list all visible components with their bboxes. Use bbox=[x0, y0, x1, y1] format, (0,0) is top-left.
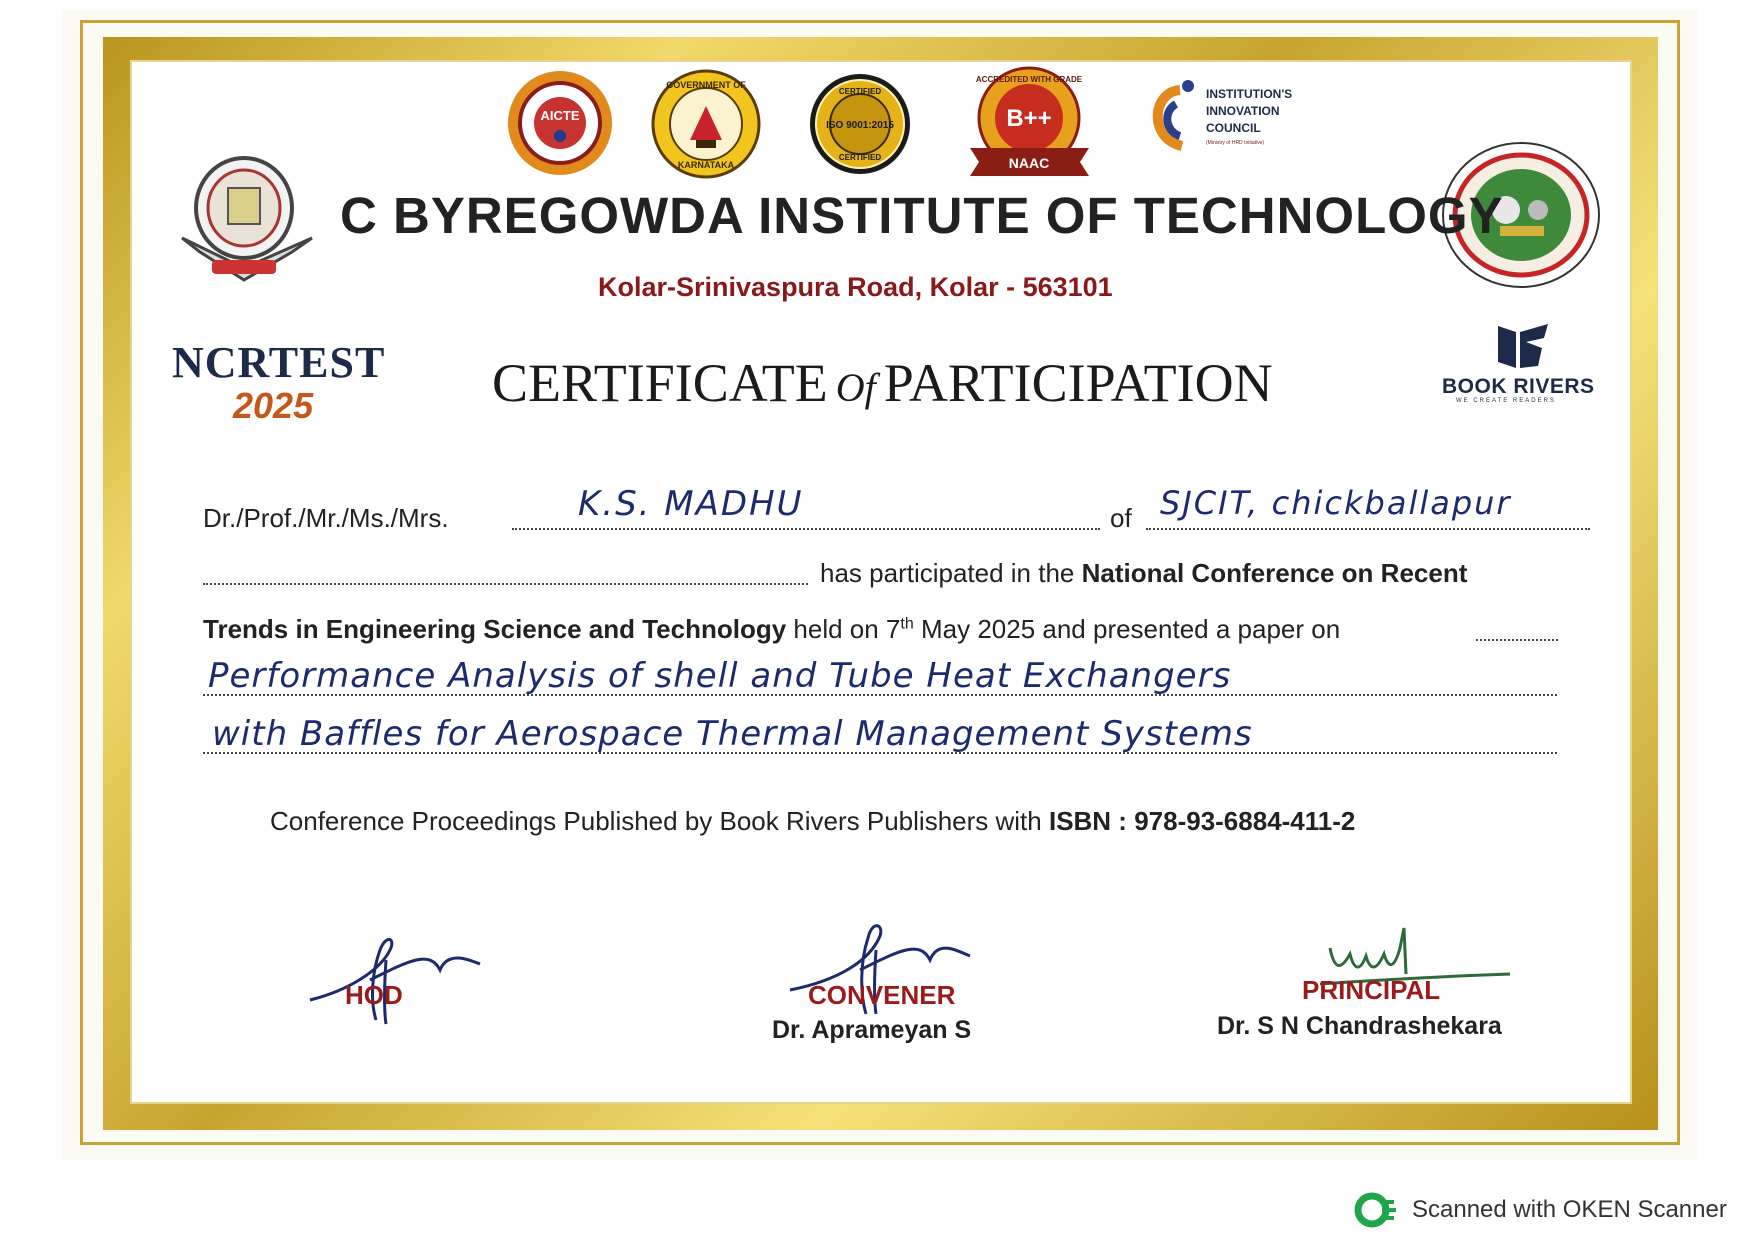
presented-text: May 2025 and presented a paper on bbox=[913, 614, 1341, 644]
isbn-number: ISBN : 978-93-6884-411-2 bbox=[1048, 806, 1356, 836]
certificate-title-of: Of bbox=[835, 365, 876, 410]
publisher-name: BOOK RIVERS bbox=[1442, 375, 1595, 398]
institute-name: C BYREGOWDA INSTITUTE OF TECHNOLOGY bbox=[340, 187, 1504, 244]
karnataka-emblem-icon bbox=[650, 68, 762, 180]
naac-grade-badge-icon bbox=[962, 66, 1097, 181]
aicte-badge-icon bbox=[505, 68, 615, 178]
iic-line-3: COUNCIL bbox=[1206, 121, 1261, 135]
oken-scanner-logo-icon bbox=[1352, 1190, 1398, 1230]
participant-name: K.S. MADHU bbox=[578, 484, 804, 524]
conference-name-part1: National Conference on Recent bbox=[1081, 558, 1468, 588]
institution-line bbox=[1146, 528, 1590, 530]
naac-label: NAAC bbox=[1008, 155, 1050, 171]
event-year: 2025 bbox=[233, 385, 314, 426]
hod-signature bbox=[300, 920, 500, 1030]
iic-line-1: INSTITUTION'S bbox=[1206, 87, 1293, 101]
of-label: of bbox=[1110, 503, 1132, 533]
paper-title-1: Performance Analysis of shell and Tube Heat Exchangers bbox=[208, 656, 1232, 696]
karnataka-top-label: GOVERNMENT OF bbox=[666, 80, 746, 90]
participation-statement bbox=[820, 558, 1467, 589]
book-rivers-mark-icon bbox=[1492, 322, 1554, 372]
certificate-title bbox=[492, 352, 1273, 414]
scanner-watermark bbox=[1352, 1190, 1727, 1230]
participant-name-line bbox=[512, 528, 1100, 530]
principal-name: Dr. S N Chandrashekara bbox=[1217, 1012, 1502, 1040]
event-name: NCRTEST bbox=[172, 338, 386, 387]
aicte-label: AICTE bbox=[540, 108, 580, 123]
iic-line-4: (Ministry of HRD Initiative) bbox=[1206, 140, 1265, 146]
certificate-title-right: PARTICIPATION bbox=[883, 353, 1273, 413]
institution-continuation-line bbox=[203, 583, 808, 585]
convener-role-label: CONVENER bbox=[808, 980, 956, 1010]
participant-institution: SJCIT, chickballapur bbox=[1160, 484, 1512, 522]
iic-logo-icon bbox=[1140, 78, 1310, 158]
iso-certified-seal-icon bbox=[808, 72, 913, 177]
naac-arc-label: ACCREDITED WITH GRADE bbox=[975, 75, 1083, 84]
proceedings-text: Conference Proceedings Published by Book Rivers Publishers with bbox=[270, 806, 1049, 836]
conference-name-part2: Trends in Engineering Science and Technology bbox=[203, 614, 787, 644]
date-suffix: th bbox=[900, 615, 914, 633]
karnataka-bottom-label: KARNATAKA bbox=[677, 160, 735, 170]
salutation-label: Dr./Prof./Mr./Ms./Mrs. bbox=[203, 503, 449, 533]
institute-crest-logo bbox=[172, 148, 322, 288]
scanner-label: Scanned with OKEN Scanner bbox=[1412, 1196, 1727, 1223]
naac-grade-label: B++ bbox=[1006, 105, 1052, 132]
paper-title-2: with Baffles for Aerospace Thermal Management Systems bbox=[212, 714, 1253, 754]
paper-title-lead-line bbox=[1476, 639, 1558, 641]
publisher-tagline: WE CREATE READERS bbox=[1456, 398, 1556, 404]
institute-address: Kolar-Srinivaspura Road, Kolar - 563101 bbox=[598, 272, 1113, 302]
iso-bottom-label: CERTIFIED bbox=[838, 153, 882, 162]
conference-statement bbox=[203, 614, 1340, 645]
iso-standard-label: ISO 9001:2015 bbox=[826, 120, 894, 131]
iic-line-2: INNOVATION bbox=[1206, 104, 1280, 118]
convener-name: Dr. Aprameyan S bbox=[772, 1016, 972, 1044]
hod-role-label: HOD bbox=[345, 980, 403, 1010]
proceedings-statement bbox=[270, 806, 1355, 837]
participation-text: has participated in the bbox=[820, 558, 1082, 588]
principal-role-label: PRINCIPAL bbox=[1302, 975, 1441, 1005]
iso-top-label: CERTIFIED bbox=[838, 87, 882, 96]
held-on-text: held on 7 bbox=[786, 614, 901, 644]
certificate-title-left: CERTIFICATE bbox=[492, 353, 828, 413]
